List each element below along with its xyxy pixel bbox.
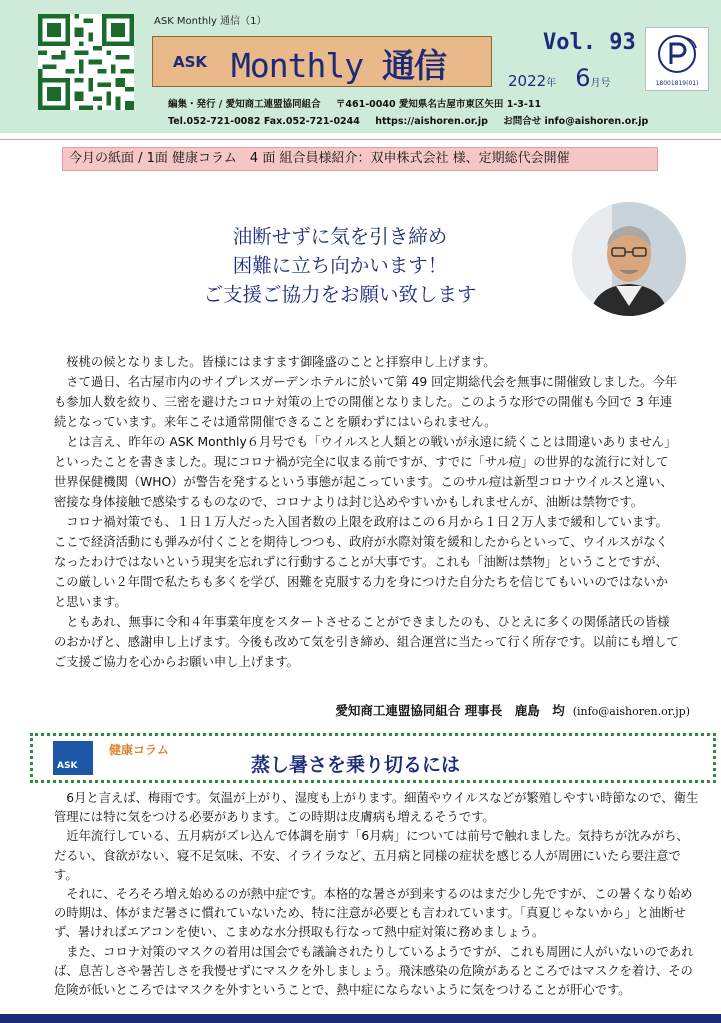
health-column-header: [30, 733, 716, 783]
paragraph: 6月と言えば、梅雨です。気温が上がり、湿度も上がります。細菌やウイルスなどが繁殖しやすい時節なので、衛生管理には特に気をつける必要があります。この時期は皮膚病も増えるそうです。: [54, 791, 699, 825]
inquiry-email-link[interactable]: お問合せ info@aishoren.or.jp: [503, 116, 649, 127]
qr-code-icon[interactable]: [38, 14, 134, 110]
address: 〒461-0040 愛知県名古屋市東区矢田 1-3-11: [335, 99, 542, 110]
author-name: 愛知商工連盟協同組合 理事長 鹿島 均: [335, 703, 565, 718]
article-headline: 油断せずに気を引き締め 困難に立ち向かいます！ ご支援ご協力をお願い致します: [203, 225, 477, 306]
contact-line: [168, 113, 660, 127]
newsletter-header: [0, 0, 721, 133]
issue-month: 6: [575, 64, 591, 92]
paragraph: それに、そろそろ増え始めるのが熱中症です。本格的な暑さが到来するのはまだ少し先ですが、この暑くなり始めの時期は、体がまだ暑さに慣れていないため、特に注意が必要とも言われています。「真夏じゃないから」と油断せず、暑ければエアコンを使い、こまめな水分摂取も行なって熱中症対策に務めましょう。: [54, 887, 693, 940]
paragraph: コロナ禍対策でも、１日１万人だった入国者数の上限を政府はこの６月から１日２万人まで緩和しています。ここで経済活動にも弾みが付くことを期待しつつも、政府が水際対策を緩和したからといって、ウイルスがなくなったわけではないという現実を忘れずに行動することが大事です。これも「油断は禁物」ということですが、この厳しい２年間で私たちも多くを学び、困難を克服する力を身につけた自分たちを信じてもいいのではないかと思います。: [54, 515, 669, 609]
paragraph: 近年流行している、五月病がズレ込んで体調を崩す「6月病」については前号で触れました。気持ちが沈みがち、だるい、食欲がない、寝不足気味、不安、イライラなど、五月病と同様の症状を感じる人が周囲にいたら要注意です。: [54, 829, 689, 882]
health-column-article: [54, 789, 700, 1000]
issue-date: 2022年 6月号: [508, 64, 611, 92]
issue-year: 2022: [508, 72, 547, 90]
greeting-article: [54, 352, 680, 672]
signature: [330, 701, 690, 719]
privacy-mark-logo: [645, 27, 709, 91]
paragraph: ともあれ、無事に令和４年事業年度をスタートさせることができましたのも、ひとえに多くの関係諸氏の皆様のおかげと、感謝申し上げます。今後も改めて気を引き締め、組合運営に当たって行く所存です。以前にも増してご支援ご協力を心からお願い申し上げます。: [54, 615, 679, 669]
author-email: (info@aishoren.or.jp): [572, 705, 690, 718]
title-ask: ASK: [173, 53, 208, 71]
masthead-title: [152, 36, 492, 87]
paragraph: さて過日、名古屋市内のサイプレスガーデンホテルに於いて第 49 回定期総代会を無事に開催致しました。今年も参加人数を絞り、三密を避けたコロナ対策の上での開催となりました。このような形での開催も今回で 3 年連続となっています。来年こそは通常開催できることを願わずにはいられません。: [54, 375, 678, 429]
paragraph: また、コロナ対策のマスクの着用は国会でも議論されたりしているようですが、これも周囲に人がいないのであれば、息苦しさや暑苦しさを我慢せずにマスクを外しましょう。飛沫感染の危険があるところではマスクを着け、その危険が低いところではマスクを外すということで、熱中症にならないように気をつけることが肝心です。: [54, 944, 694, 998]
paragraph: 桜桃の候となりました。皆様にはますます御隆盛のことと拝察申し上げます。: [66, 355, 496, 369]
title-tsushin: 通信: [381, 46, 446, 85]
publisher-line: [168, 96, 553, 110]
website-link[interactable]: https://aishoren.or.jp: [375, 116, 488, 127]
privacy-mark-number: 18001819(01): [655, 80, 699, 87]
footer-bar: [0, 1014, 721, 1023]
paragraph: とは言え、昨年の ASK Monthly６月号でも「ウイルスと人類との戦いが永遠に続くことは間違いありません」といったことを書きました。現にコロナ禍が完全に収まる前ですが、すでに「サル痘」の世界的な流行に対して世界保健機関（WHO）が警告を発するという事態が起こっています。このサル痘は新型コロナウイルスと違い、密接な身体接触で感染するものなので、コロナよりは封じ込めやすいかもしれませんが、油断は禁物です。: [54, 435, 677, 509]
publisher: 編集・発行 / 愛知商工連盟協同組合: [168, 99, 321, 110]
privacy-mark-icon: [646, 28, 708, 78]
tel-fax: Tel.052-721-0082 Fax.052-721-0244: [168, 116, 360, 127]
column-title: 蒸し暑さを乗り切るには: [251, 754, 461, 776]
ask-logo-icon: ASK: [53, 741, 93, 775]
table-of-contents: 今月の紙面 / 1面 健康コラム 4 面 組合員様紹介：双申株式会社 様、定期総代会開催: [62, 147, 658, 171]
chairman-photo: [572, 202, 686, 316]
header-divider: [0, 139, 721, 140]
volume-number: Vol. 93: [543, 30, 636, 55]
column-label: 健康コラム: [109, 743, 169, 757]
portrait-image: [572, 202, 686, 316]
page-label: ASK Monthly 通信（1）: [154, 16, 267, 27]
title-monthly: Monthly 通信: [231, 46, 446, 85]
